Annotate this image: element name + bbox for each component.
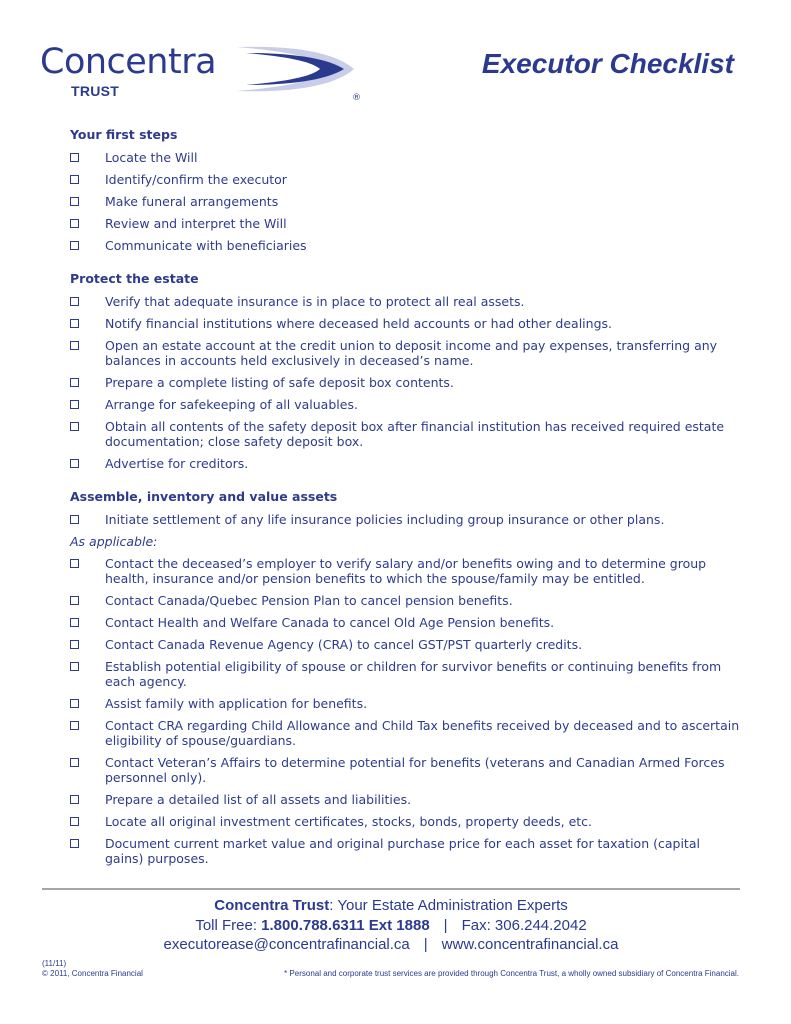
checkbox-icon[interactable]: [70, 618, 79, 627]
checklist-item: Contact Health and Welfare Canada to cancel Old Age Pension benefits.: [70, 615, 740, 630]
checkbox-icon[interactable]: [70, 795, 79, 804]
checklist-item: Contact Canada/Quebec Pension Plan to cancel pension benefits.: [70, 593, 740, 608]
checkbox-icon[interactable]: [70, 662, 79, 671]
checkbox-icon[interactable]: [70, 758, 79, 767]
checklist-item: Identify/confirm the executor: [70, 172, 740, 187]
concentra-trust-logo: [40, 40, 361, 104]
checkbox-icon[interactable]: [70, 378, 79, 387]
footer-contact-line: [42, 916, 740, 935]
checkbox-icon[interactable]: [70, 400, 79, 409]
checkbox-icon[interactable]: [70, 640, 79, 649]
document-code: (11/11): [42, 959, 67, 968]
page-header: [0, 0, 791, 110]
checkbox-icon[interactable]: [70, 459, 79, 468]
checkbox-icon[interactable]: [70, 341, 79, 350]
checkbox-icon[interactable]: [70, 596, 79, 605]
section-heading-protect-estate: Protect the estate: [70, 271, 199, 286]
checklist-item: Obtain all contents of the safety deposit box after financial institution has received required estate documentation; close safety deposit box.: [70, 419, 740, 449]
checkbox-icon[interactable]: [70, 839, 79, 848]
checkbox-icon[interactable]: [70, 153, 79, 162]
logo-subtitle: TRUST: [71, 83, 120, 99]
checkbox-icon[interactable]: [70, 219, 79, 228]
section-heading-assemble-assets: Assemble, inventory and value assets: [70, 489, 338, 504]
checkbox-icon[interactable]: [70, 721, 79, 730]
checklist-item: Contact Veteran’s Affairs to determine potential for benefits (veterans and Canadian Armed Forces personnel only).: [70, 755, 740, 785]
checklist-item: Open an estate account at the credit union to deposit income and pay expenses, transferring any balances in accounts held exclusively in deceased’s name.: [70, 338, 740, 368]
checklist-item: Notify financial institutions where deceased held accounts or had other dealings.: [70, 316, 740, 331]
disclaimer-note: * Personal and corporate trust services are provided through Concentra Trust, a wholly owned subsidiary of Concentra Financial.: [284, 969, 739, 978]
checklist-item: Communicate with beneficiaries: [70, 238, 740, 253]
checkbox-icon[interactable]: [70, 297, 79, 306]
checklist-item: Advertise for creditors.: [70, 456, 740, 471]
checkbox-icon[interactable]: [70, 197, 79, 206]
checklist-item: Arrange for safekeeping of all valuables.: [70, 397, 740, 412]
as-applicable-note: As applicable:: [70, 534, 158, 549]
checklist-item: Make funeral arrangements: [70, 194, 740, 209]
fax-number: Fax: 306.244.2042: [461, 917, 587, 934]
checklist-item: Prepare a complete listing of safe deposit box contents.: [70, 375, 740, 390]
footer-separator: |: [443, 917, 448, 934]
checklist-item: Contact Canada Revenue Agency (CRA) to cancel GST/PST quarterly credits.: [70, 637, 740, 652]
footer-company: Concentra Trust: [214, 897, 330, 914]
footer-web-line: [42, 935, 740, 954]
page-footer: [42, 896, 740, 954]
checklist-item: Verify that adequate insurance is in place to protect all real assets.: [70, 294, 740, 309]
checklist-item: Document current market value and original purchase price for each asset for taxation (capital gains) purposes.: [70, 836, 740, 866]
footer-divider: [42, 888, 740, 890]
checklist-item: Assist family with application for benefits.: [70, 696, 740, 711]
checkbox-icon[interactable]: [70, 515, 79, 524]
checklist-item: Review and interpret the Will: [70, 216, 740, 231]
registered-mark: ®: [352, 93, 361, 103]
checkbox-icon[interactable]: [70, 241, 79, 250]
logo-swoosh-icon: [236, 43, 356, 95]
logo-wordmark: Concentra: [40, 42, 217, 82]
checkbox-icon[interactable]: [70, 422, 79, 431]
copyright-notice: © 2011, Concentra Financial: [42, 969, 143, 978]
checklist-item: Locate the Will: [70, 150, 740, 165]
toll-free-number[interactable]: 1.800.788.6311 Ext 1888: [261, 917, 430, 934]
checklist-item: Contact CRA regarding Child Allowance and Child Tax benefits received by deceased and to ascertain eligibility of spouse/guardians.: [70, 718, 740, 748]
toll-free-label: Toll Free:: [195, 917, 262, 934]
checkbox-icon[interactable]: [70, 175, 79, 184]
footer-separator: |: [423, 936, 428, 953]
checkbox-icon[interactable]: [70, 319, 79, 328]
website-link[interactable]: www.concentrafinancial.ca: [441, 936, 619, 953]
checkbox-icon[interactable]: [70, 699, 79, 708]
email-link[interactable]: executorease@concentrafinancial.ca: [163, 936, 410, 953]
checkbox-icon[interactable]: [70, 559, 79, 568]
footer-tagline: : Your Estate Administration Experts: [329, 897, 568, 914]
section-heading-first-steps: Your first steps: [70, 127, 178, 142]
checklist-content: [70, 126, 740, 866]
checklist-item: Contact the deceased’s employer to verify salary and/or benefits owing and to determine group health, insurance and/or pension benefits to which the spouse/family may be entitled.: [70, 556, 740, 586]
footer-tagline-line: [42, 896, 740, 916]
checkbox-icon[interactable]: [70, 817, 79, 826]
checklist-item: Establish potential eligibility of spouse or children for survivor benefits or continuing benefits from each agency.: [70, 659, 740, 689]
document-title: Executor Checklist: [481, 48, 734, 79]
checklist-item: Locate all original investment certificates, stocks, bonds, property deeds, etc.: [70, 814, 740, 829]
checklist-item: Prepare a detailed list of all assets and liabilities.: [70, 792, 740, 807]
checklist-item: Initiate settlement of any life insurance policies including group insurance or other plans.: [70, 512, 740, 527]
